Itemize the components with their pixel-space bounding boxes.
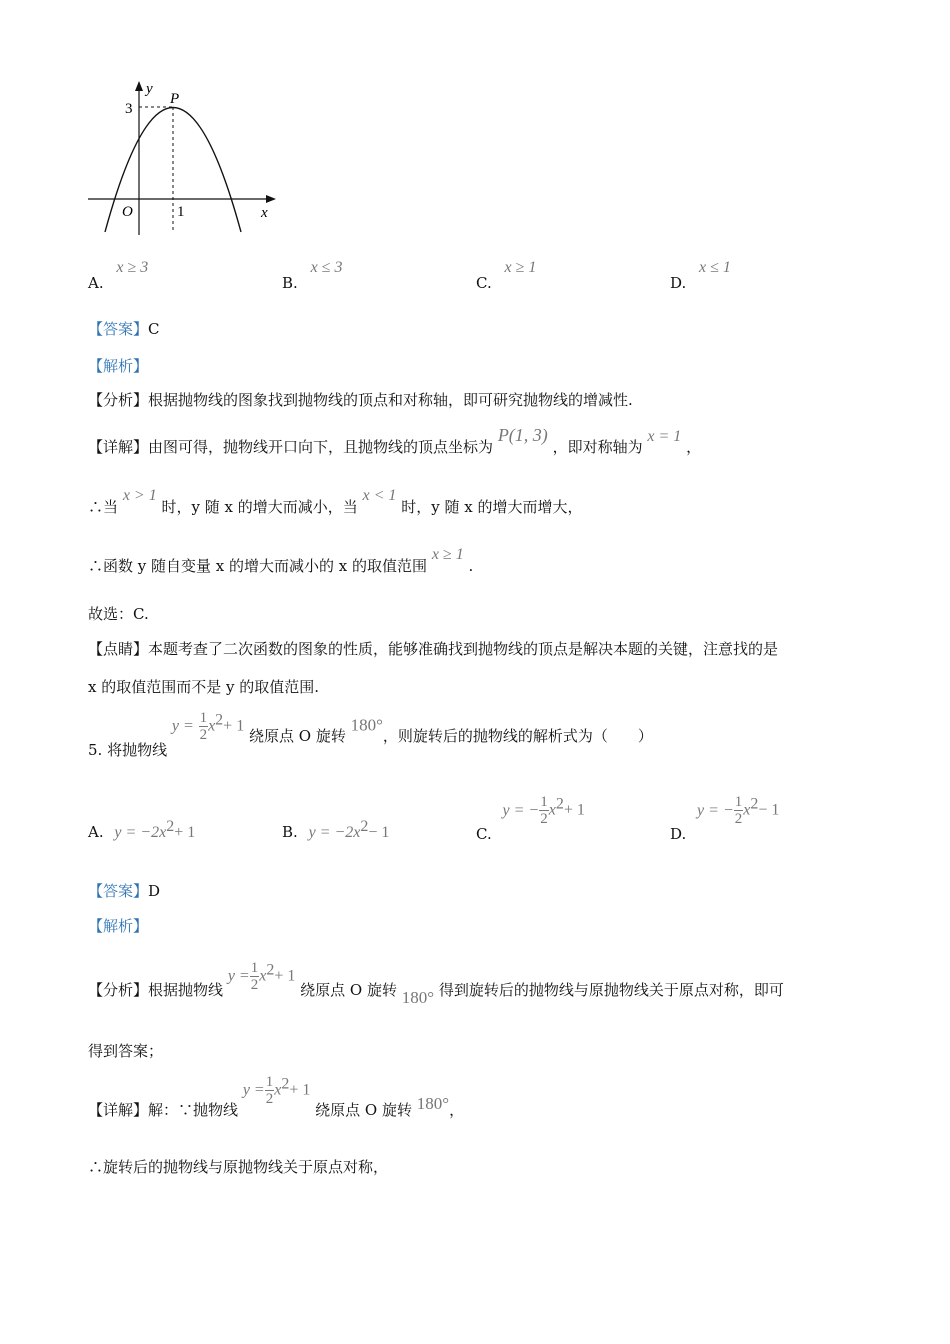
x-tick-1: 1: [177, 204, 185, 220]
q4-answer: 【答案】C: [88, 320, 160, 338]
y-axis-label: y: [146, 81, 153, 97]
x-axis-arrow: [266, 195, 276, 203]
parabola-graph: [80, 75, 290, 245]
q5-option-a: A. $y = -2x^2+ 1$: [88, 818, 196, 841]
q4-line-2: ∴当 x > 1 时，y 随 x 的增大而减小，当 x < 1 时，y 随 x 的增大而增大，: [88, 487, 583, 516]
q4-dianjing-2: x 的取值范围而不是 y 的取值范围.: [88, 678, 320, 696]
x-axis-label: x: [261, 205, 268, 221]
q4-option-c: C. x ≥ 1: [476, 259, 537, 292]
y-tick-3: 3: [125, 101, 133, 117]
q5-option-b: B. $y = -2x^2- 1$: [282, 818, 390, 841]
q5-fenxi: 【分析】根据抛物线 y = $\frac{1}{2}$ $x^2+ 1$ 绕原点 O 旋转 180° 得到旋转后的抛物线与原抛物线关于原点对称，即可: [88, 960, 784, 1007]
q5-option-c: C. y = − $\frac{1}{2}$ $x^2+ 1$: [476, 794, 585, 843]
q4-jiexi: 【解析】: [88, 357, 149, 375]
q5-fenxi-2: 得到答案；: [88, 1042, 164, 1060]
q4-line-3: ∴函数 y 随自变量 x 的增大而减小的 x 的取值范围 x ≥ 1 .: [88, 546, 474, 575]
q4-fenxi: 【分析】根据抛物线的图象找到抛物线的顶点和对称轴，即可研究抛物线的增减性.: [88, 391, 633, 409]
point-p-label: P: [170, 91, 180, 107]
q5-answer: 【答案】D: [88, 882, 161, 900]
q5-jiexi: 【解析】: [88, 917, 149, 935]
q5-option-d: D. y = − $\frac{1}{2}$ $x^2- 1$: [670, 794, 780, 843]
q4-guxuan: 故选：C.: [88, 605, 149, 623]
origin-label: O: [122, 204, 133, 220]
y-axis-arrow: [135, 81, 143, 91]
q4-option-d: D. x ≤ 1: [670, 259, 731, 292]
q4-xiangjie: 【详解】由图可得，抛物线开口向下，且抛物线的顶点坐标为 P(1, 3) ，即对称轴为 x = 1 ，: [88, 425, 702, 456]
q5-last-line: ∴旋转后的抛物线与原抛物线关于原点对称，: [88, 1158, 389, 1176]
q5-xiangjie: 【详解】解：∵抛物线 y = $\frac{1}{2}$ $x^2+ 1$ 绕原点 O 旋转 180°，: [88, 1074, 465, 1119]
q4-option-a: A. x ≥ 3: [88, 259, 149, 292]
q5-stem: 5. 将抛物线 y = $\frac{1}{2}$ $x^2+ 1$ 绕原点 O 旋转 180°，则旋转后的抛物线的解析式为（ ）: [88, 710, 653, 759]
q4-dianjing-1: 【点睛】本题考查了二次函数的图象的性质，能够准确找到抛物线的顶点是解决本题的关键，注意找的是: [88, 640, 779, 658]
q4-option-b: B. x ≤ 3: [282, 259, 343, 292]
